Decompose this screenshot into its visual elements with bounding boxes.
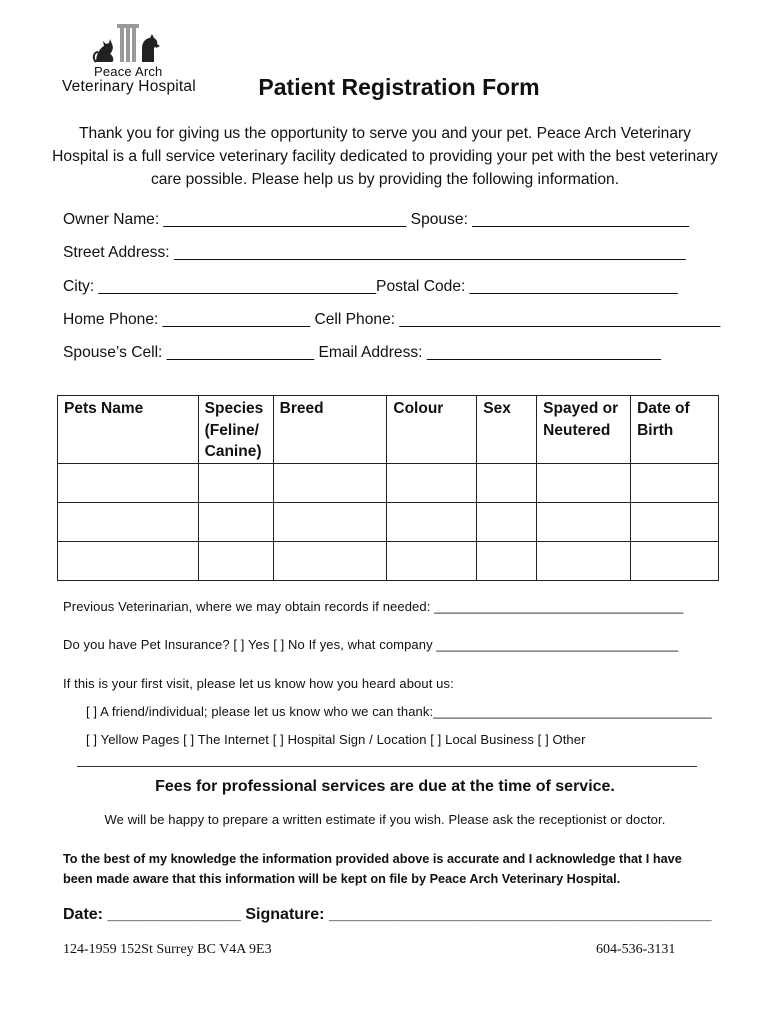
table-cell[interactable] bbox=[631, 502, 719, 541]
cat-and-dog-building-icon bbox=[90, 22, 162, 66]
table-cell[interactable] bbox=[58, 502, 199, 541]
header-species: Species (Feline/ Canine) bbox=[198, 396, 273, 464]
date-signature-field[interactable]: Date: _______________ Signature: ___________________________________________ bbox=[63, 906, 712, 923]
table-cell[interactable] bbox=[198, 463, 273, 502]
acknowledgement-text: To the best of my knowledge the information provided above is accurate and I acknowledge that I have been made aware that this information will be kept on file by Peace Arch Veterinary Hospital. bbox=[63, 852, 682, 886]
table-cell[interactable] bbox=[477, 541, 537, 580]
referral-source-options[interactable]: [ ] Yellow Pages [ ] The Internet [ ] Hospital Sign / Location [ ] Local Business [ ] Other bbox=[86, 732, 586, 747]
header-spayed-neutered: Spayed or Neutered bbox=[537, 396, 631, 464]
table-cell[interactable] bbox=[631, 463, 719, 502]
table-cell[interactable] bbox=[387, 463, 477, 502]
header-date-of-birth: Date of Birth bbox=[631, 396, 719, 464]
table-cell[interactable] bbox=[198, 541, 273, 580]
footer-address: 124-1959 152St Surrey BC V4A 9E3 bbox=[63, 942, 272, 957]
table-cell[interactable] bbox=[273, 541, 387, 580]
table-cell[interactable] bbox=[58, 541, 199, 580]
estimate-note: We will be happy to prepare a written estimate if you wish. Please ask the receptionist or doctor. bbox=[104, 812, 666, 827]
table-cell[interactable] bbox=[477, 463, 537, 502]
pet-insurance-field[interactable]: Do you have Pet Insurance? [ ] Yes [ ] No If yes, what company _________________________________ bbox=[63, 637, 679, 652]
table-cell[interactable] bbox=[631, 541, 719, 580]
table-cell[interactable] bbox=[387, 541, 477, 580]
fees-heading: Fees for professional services are due at the time of service. bbox=[155, 778, 615, 795]
table-cell[interactable] bbox=[273, 502, 387, 541]
owner-name-field[interactable]: Owner Name: ____________________________ Spouse: _________________________ bbox=[63, 211, 690, 228]
table-cell[interactable] bbox=[477, 502, 537, 541]
table-row bbox=[58, 541, 719, 580]
table-cell[interactable] bbox=[537, 502, 631, 541]
table-header-row bbox=[58, 396, 719, 464]
referral-friend-option[interactable]: [ ] A friend/individual; please let us know who we can thank:______________________________________ bbox=[86, 704, 712, 719]
header-pets-name: Pets Name bbox=[58, 396, 199, 464]
first-visit-question: If this is your first visit, please let us know how you heard about us: bbox=[63, 676, 454, 691]
section-divider bbox=[77, 766, 697, 767]
street-address-field[interactable]: Street Address: ___________________________________________________________ bbox=[63, 244, 686, 261]
pets-table bbox=[57, 395, 719, 581]
footer-phone: 604-536-3131 bbox=[596, 942, 676, 957]
header-breed: Breed bbox=[273, 396, 387, 464]
table-cell[interactable] bbox=[198, 502, 273, 541]
table-row bbox=[58, 463, 719, 502]
header-colour: Colour bbox=[387, 396, 477, 464]
form-title: Patient Registration Form bbox=[258, 74, 540, 100]
previous-vet-field[interactable]: Previous Veterinarian, where we may obtain records if needed: __________________________________ bbox=[63, 599, 684, 614]
spouse-cell-email-field[interactable]: Spouse’s Cell: _________________ Email Address: ___________________________ bbox=[63, 344, 661, 361]
city-postal-field[interactable]: City: ________________________________Postal Code: ________________________ bbox=[63, 278, 678, 295]
logo-text-peace-arch: Peace Arch bbox=[94, 64, 163, 79]
table-cell[interactable] bbox=[387, 502, 477, 541]
intro-paragraph: Thank you for giving us the opportunity to serve you and your pet. Peace Arch Veterinary Hospital is a full service veterinary facility dedicated to providing your pet with the best veterinary care possible. Please help us by providing the following information. bbox=[52, 125, 718, 188]
table-row bbox=[58, 502, 719, 541]
logo-text-veterinary-hospital: Veterinary Hospital bbox=[62, 78, 196, 95]
table-cell[interactable] bbox=[537, 541, 631, 580]
phone-field[interactable]: Home Phone: _________________ Cell Phone: _____________________________________ bbox=[63, 311, 721, 328]
table-cell[interactable] bbox=[273, 463, 387, 502]
table-cell[interactable] bbox=[537, 463, 631, 502]
header-sex: Sex bbox=[477, 396, 537, 464]
table-cell[interactable] bbox=[58, 463, 199, 502]
